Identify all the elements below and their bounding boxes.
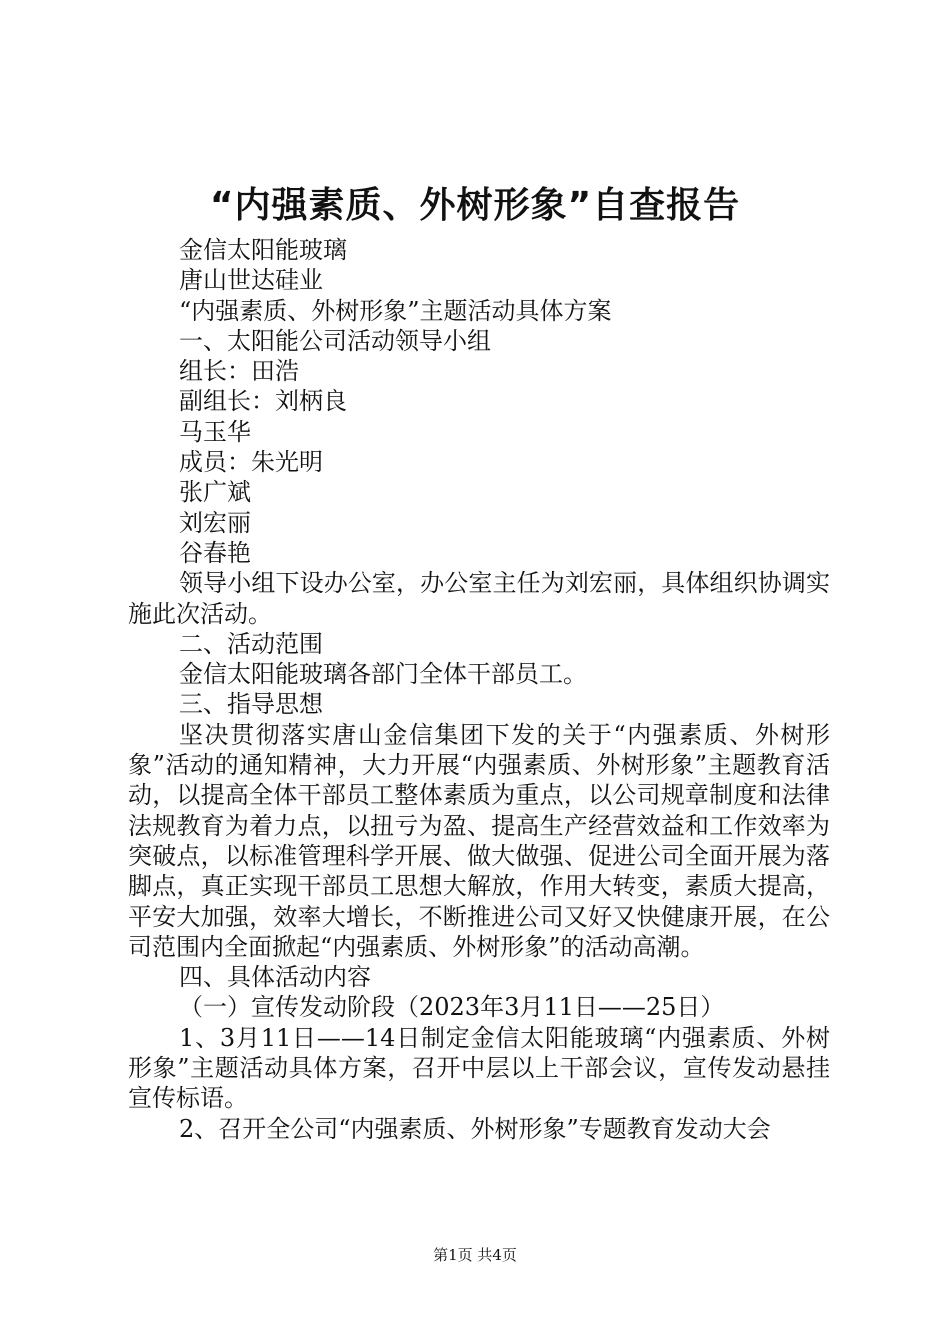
paragraph: 金信太阳能玻璃各部门全体干部员工。 xyxy=(179,660,587,689)
paragraph: （一）宣传发动阶段（2023年3月11日——25日） xyxy=(179,993,725,1022)
paragraph: “内强素质、外树形象”主题活动具体方案 xyxy=(179,296,612,325)
paragraph: 唐山世达硅业 xyxy=(179,266,323,295)
paragraph: 谷春艳 xyxy=(179,538,251,567)
paragraph: 一、太阳能公司活动领导小组 xyxy=(179,326,491,355)
paragraph: 副组长：刘柄良 xyxy=(179,387,347,416)
paragraph: 组长：田浩 xyxy=(179,357,299,386)
document-body xyxy=(128,235,830,1144)
paragraph: 马玉华 xyxy=(179,417,251,446)
paragraph: 成员：朱光明 xyxy=(179,448,323,477)
document-title: “内强素质、外树形象”自查报告 xyxy=(209,185,741,226)
paragraph: 领导小组下设办公室，办公室主任为刘宏丽，具体组织协调实施此次活动。 xyxy=(128,569,830,628)
paragraph: 坚决贯彻落实唐山金信集团下发的关于“内强素质、外树形象”活动的通知精神，大力开展“内强素质、外树形象”主题教育活动，以提高全体干部员工整体素质为重点，以公司规章制度和法律法规教育为着力点，以扭亏为盈、提高生产经营效益和工作效率为突破点，以标准管理科学开展、做大做强、促进公司全面开展为落脚点，真正实现干部员工思想大解放，作用大转变，素质大提高，平安大加强，效率大增长，不断推进公司又好又快健康开展，在公司范围内全面掀起“内强素质、外树形象”的活动高潮。 xyxy=(128,720,830,961)
paragraph: 2、召开全公司“内强素质、外树形象”专题教育发动大会 xyxy=(179,1114,771,1143)
paragraph: 张广斌 xyxy=(179,478,251,507)
paragraph: 金信太阳能玻璃 xyxy=(179,236,347,264)
paragraph: 1、3月11日——14日制定金信太阳能玻璃“内强素质、外树形象”主题活动具体方案，召开中层以上干部会议，宣传发动悬挂宣传标语。 xyxy=(128,1023,830,1113)
paragraph: 四、具体活动内容 xyxy=(179,963,371,992)
paragraph: 二、活动范围 xyxy=(179,629,323,658)
page-footer: 第1页 共4页 xyxy=(433,1246,517,1264)
paragraph: 三、指导思想 xyxy=(179,690,323,719)
paragraph: 刘宏丽 xyxy=(179,508,251,537)
